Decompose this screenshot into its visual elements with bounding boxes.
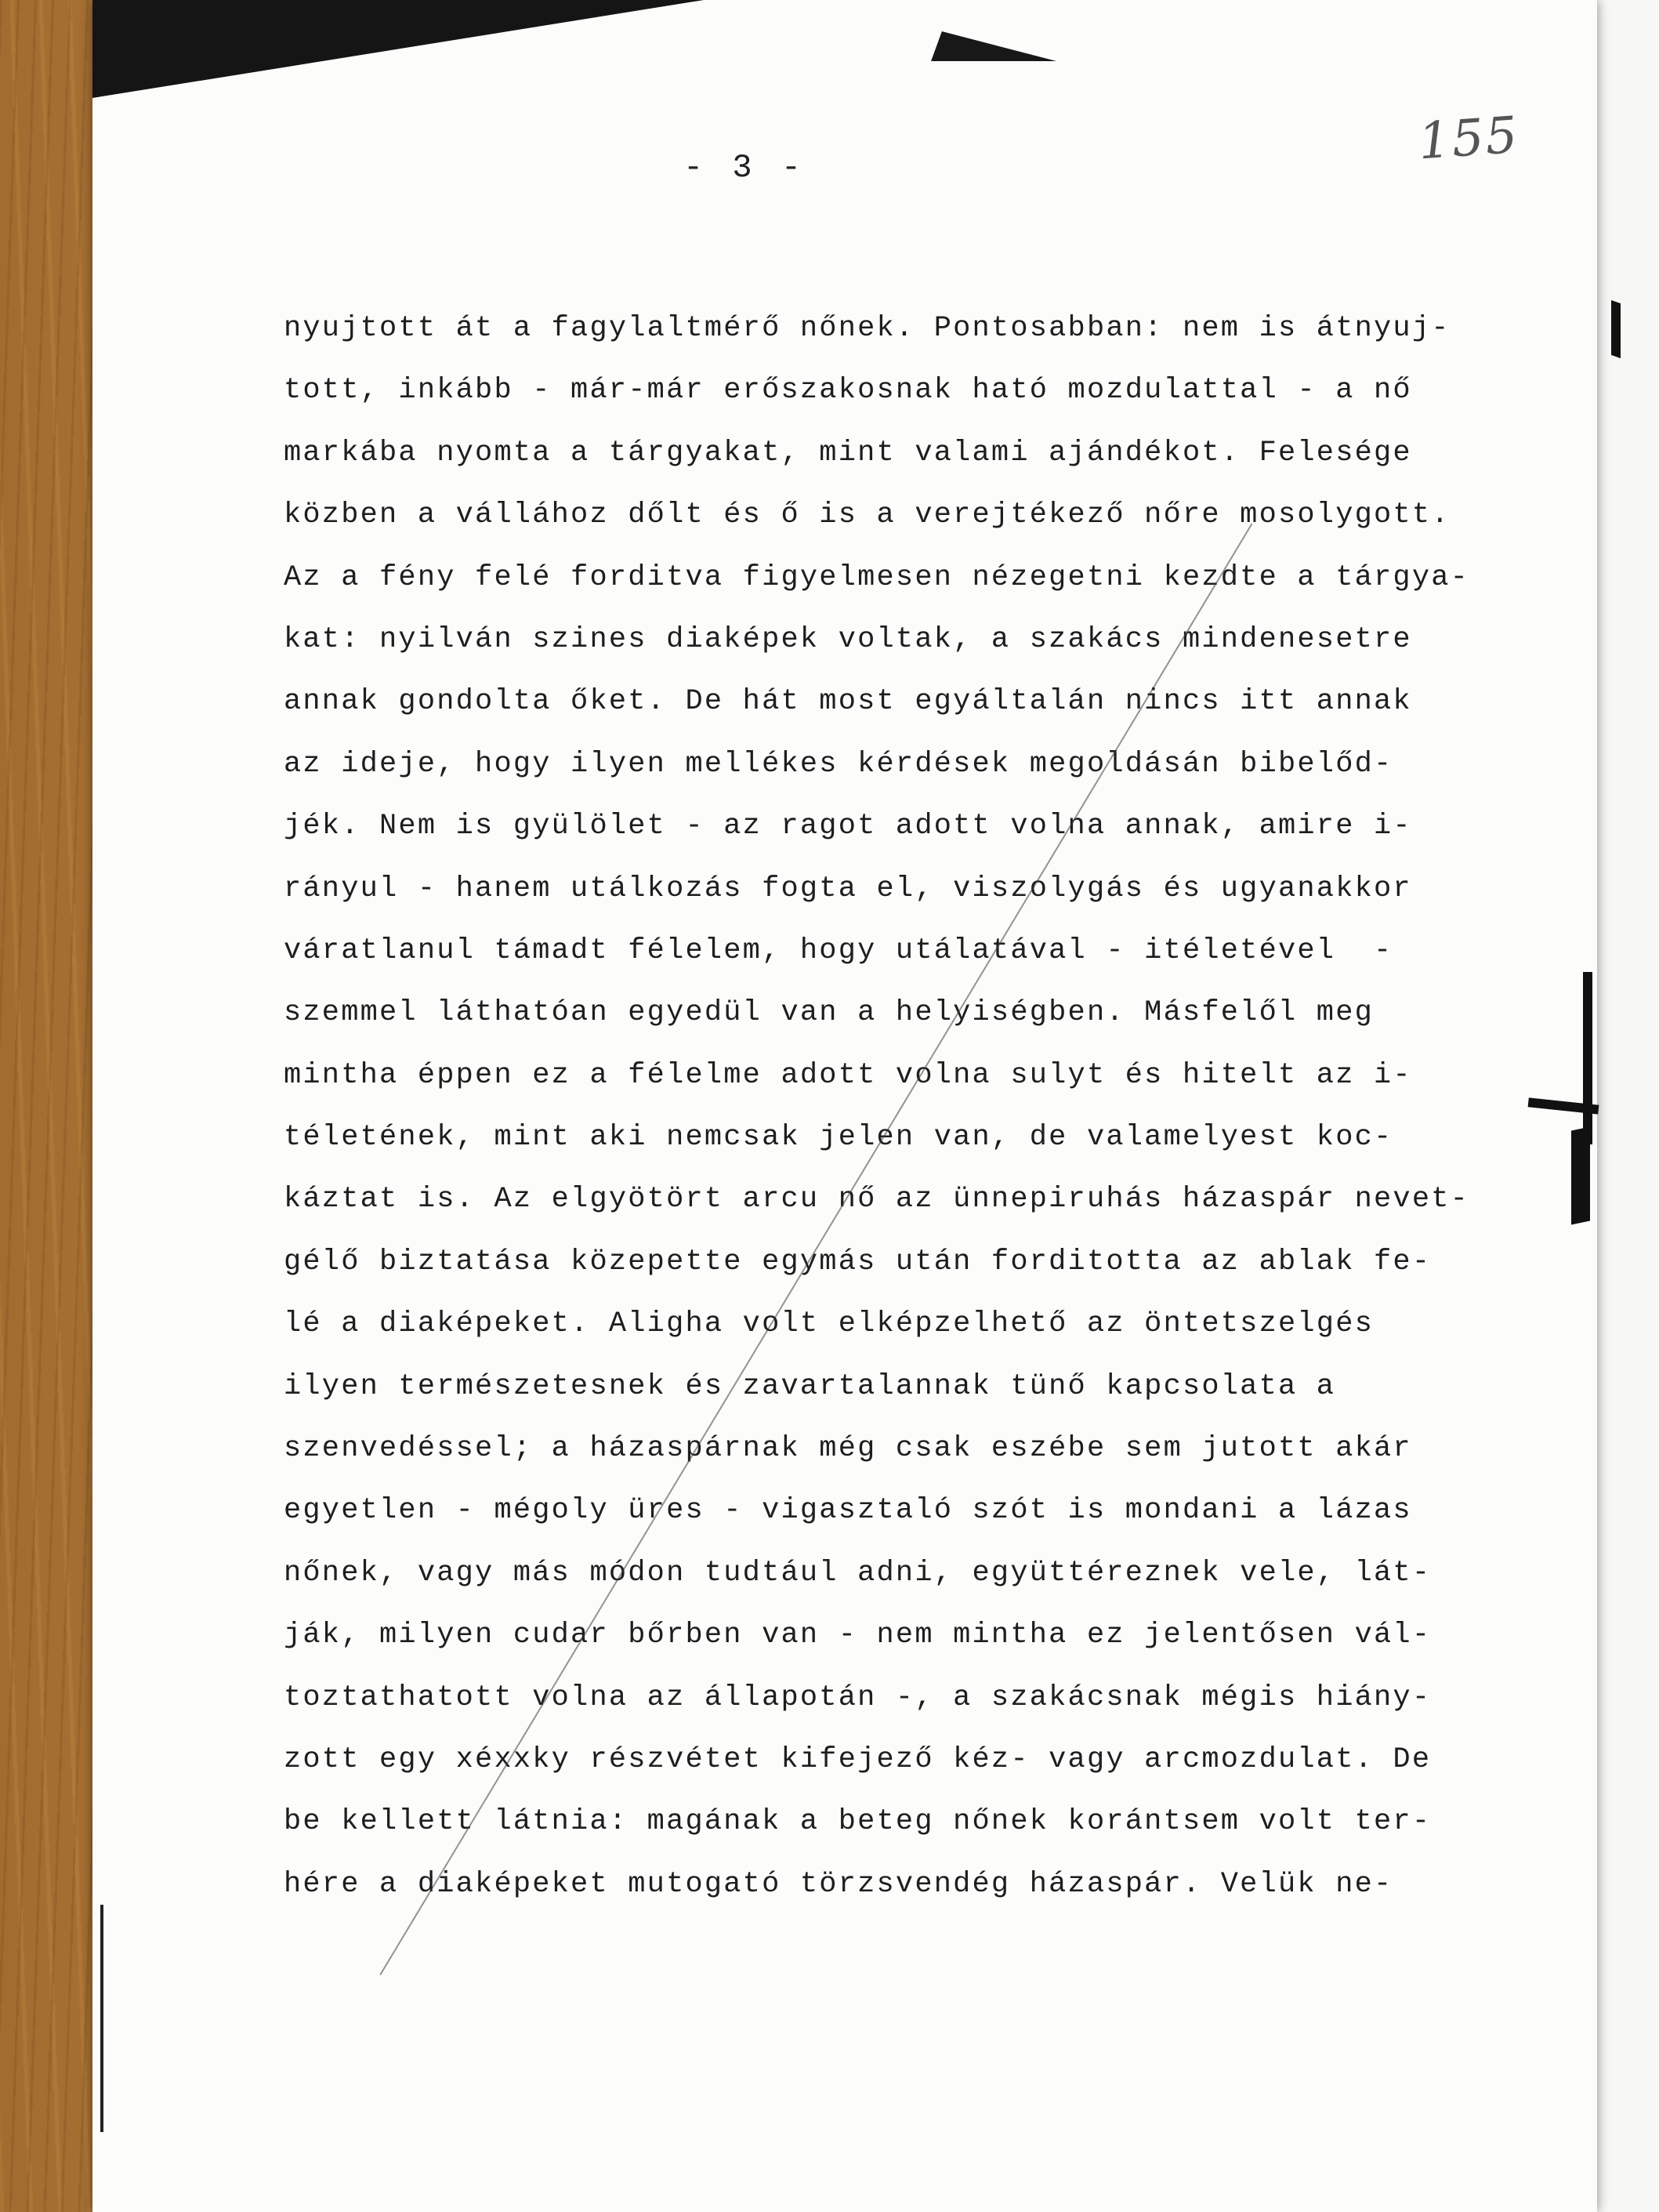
text-line: nyujtott át a fagylaltmérő nőnek. Pontosabban: nem is átnyuj- — [284, 312, 1451, 345]
text-line: szemmel láthatóan egyedül van a helyiségben. Másfelől meg — [284, 996, 1375, 1030]
archive-number: 155 — [1416, 106, 1521, 172]
text-line: ják, milyen cudar bőrben van - nem mintha ez jelentősen vál- — [284, 1619, 1432, 1652]
page-number: - 3 - — [683, 149, 806, 187]
text-line: be kellett látnia: magának a beteg nőnek korántsem volt ter- — [284, 1805, 1432, 1839]
text-line: toztathatott volna az állapotán -, a szakácsnak mégis hiány- — [284, 1681, 1432, 1714]
right-edge-mark-2 — [1583, 972, 1592, 1144]
text-line: nőnek, vagy más módon tudtául adni, együttéreznek vele, lát- — [284, 1556, 1432, 1590]
text-line: egyetlen - mégoly üres - vigasztaló szót is mondani a lázas — [284, 1494, 1412, 1528]
text-line: jék. Nem is gyülölet - az ragot adott volna annak, amire i- — [284, 810, 1412, 843]
top-edge-mark — [931, 31, 1067, 61]
text-line: káztat is. Az elgyötört arcu nő az ünnepiruhás házaspár nevet- — [284, 1183, 1470, 1217]
text-line: téletének, mint aki nemcsak jelen van, de valamelyest koc- — [284, 1121, 1393, 1155]
text-line: rányul - hanem utálkozás fogta el, viszolygás és ugyanakkor — [284, 872, 1412, 905]
text-line: mintha éppen ez a félelme adott volna sulyt és hitelt az i- — [284, 1058, 1412, 1092]
text-line: ilyen természetesnek és zavartalannak tünő kapcsolata a — [284, 1369, 1336, 1403]
text-line: lé a diaképeket. Aligha volt elképzelhető az öntetszelgés — [284, 1307, 1375, 1341]
text-line: zott egy xéxxky részvétet kifejező kéz- vagy arcmozdulat. De — [284, 1742, 1432, 1776]
text-line: szenvedéssel; a házaspárnak még csak eszébe sem jutott akár — [284, 1432, 1412, 1466]
text-line: váratlanul támadt félelem, hogy utálatával - itéletével - — [284, 934, 1393, 967]
text-line: közben a vállához dőlt és ő is a verejtékező nőre mosolygott. — [284, 499, 1451, 532]
page-corner-shadow — [92, 0, 704, 98]
typed-text-block — [284, 298, 1506, 1916]
text-line: az ideje, hogy ilyen mellékes kérdések megoldásán bibelőd- — [284, 747, 1393, 781]
text-line: hére a diaképeket mutogató törzsvendég házaspár. Velük ne- — [284, 1867, 1393, 1901]
text-line: Az a fény felé forditva figyelmesen nézegetni kezdte a tárgya- — [284, 560, 1470, 594]
right-edge-mark-1 — [1611, 300, 1621, 358]
text-line: annak gondolta őket. De hát most egyáltalán nincs itt annak — [284, 685, 1412, 719]
right-edge-mark-4 — [1571, 1126, 1590, 1224]
text-line: tott, inkább - már-már erőszakosnak ható mozdulattal - a nő — [284, 374, 1412, 408]
text-line: markába nyomta a tárgyakat, mint valami ajándékot. Felesége — [284, 436, 1412, 470]
margin-line — [100, 1905, 103, 2132]
text-line: kat: nyilván szines diaképek voltak, a szakács mindenesetre — [284, 622, 1412, 656]
text-line: gélő biztatása közepette egymás után forditotta az ablak fe- — [284, 1245, 1432, 1278]
